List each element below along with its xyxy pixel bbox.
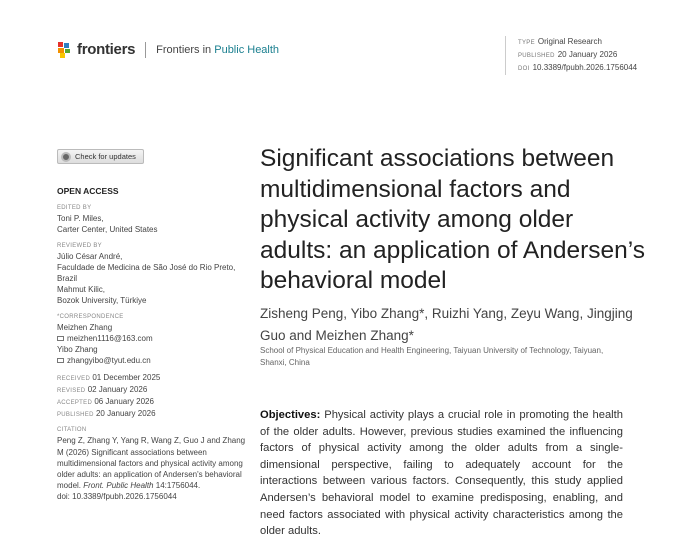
email-icon bbox=[57, 336, 64, 341]
frontiers-logo-icon bbox=[57, 42, 71, 58]
published-date: 20 January 2026 bbox=[557, 50, 618, 59]
doi-link[interactable]: 10.3389/fpubh.2026.1756044 bbox=[532, 63, 638, 72]
email-link[interactable]: meizhen1116@163.com bbox=[67, 333, 153, 343]
email-icon bbox=[57, 358, 64, 363]
abstract bbox=[260, 407, 623, 540]
journal-logo[interactable] bbox=[57, 41, 279, 58]
journal-name: Frontiers in Public Health bbox=[156, 43, 280, 56]
abstract-label: Objectives: bbox=[260, 409, 321, 421]
article-title: Significant associations between multidimensional factors and physical activity among older adults: an application of Andersen’s behavioral model bbox=[260, 145, 646, 294]
update-icon bbox=[61, 152, 71, 162]
edited-by-section: EDITED BY Toni P. Miles, Carter Center, United States bbox=[57, 205, 158, 235]
sidebar bbox=[57, 186, 252, 509]
reviewed-by-section: REVIEWED BY Júlio César André, Faculdade de Medicina de São José do Rio Preto, Brazil Mahmut Kilic, Bozok University, Türkiye bbox=[57, 242, 236, 306]
email-link[interactable]: zhangyibo@tyut.edu.cn bbox=[67, 356, 151, 366]
author-list: Zisheng Peng, Yibo Zhang*, Ruizhi Yang, Zeyu Wang, Jingjing Guo and Meizhen Zhang* bbox=[260, 306, 633, 343]
correspondence-section: *CORRESPONDENCE Meizhen Zhang meizhen1116@163.com Yibo Zhang zhangyibo@tyut.edu.cn bbox=[57, 313, 153, 366]
check-for-updates-button[interactable]: Check for updates bbox=[57, 149, 144, 164]
article-type: Original Research bbox=[537, 37, 602, 46]
citation-section: CITATION Peng Z, Zhang Y, Yang R, Wang Z, Guo J and Zhang M (2026) Significant associations between multidimensional factors and physical activity among older adults: an application of Andersen's behavioral model. Front. Public Health 14:1756044. doi: 10.3389/fpubh.2026.1756044 bbox=[57, 427, 246, 502]
citation-doi[interactable]: doi: 10.3389/fpubh.2026.1756044 bbox=[57, 492, 177, 502]
brand-name: frontiers bbox=[77, 41, 136, 58]
divider bbox=[145, 42, 146, 58]
affiliation: School of Physical Education and Health Engineering, Taiyuan University of Technology, Taiyuan, Shanxi, China bbox=[260, 346, 604, 367]
open-access-label: OPEN ACCESS bbox=[57, 186, 119, 196]
abstract-text: Physical activity plays a crucial role in promoting the health of the older adults. However, previous studies examined the influencing factors of physical activity among the older adults from a single-dimensional perspective, failing to adequately account for the interactions between various factors. Consequently, this study applied Andersen’s behavioral model to examine predisposing, enabling, and need factors associated with physical activity characteristics among the older adults. bbox=[260, 409, 623, 538]
dates-section: RECEIVED 01 December 2025 REVISED 02 January 2026 ACCEPTED 06 January 2026 PUBLISHED 20 January 2026 bbox=[57, 373, 161, 419]
article-meta: TYPE Original Research PUBLISHED 20 January 2026 DOI 10.3389/fpubh.2026.1756044 bbox=[505, 36, 637, 75]
